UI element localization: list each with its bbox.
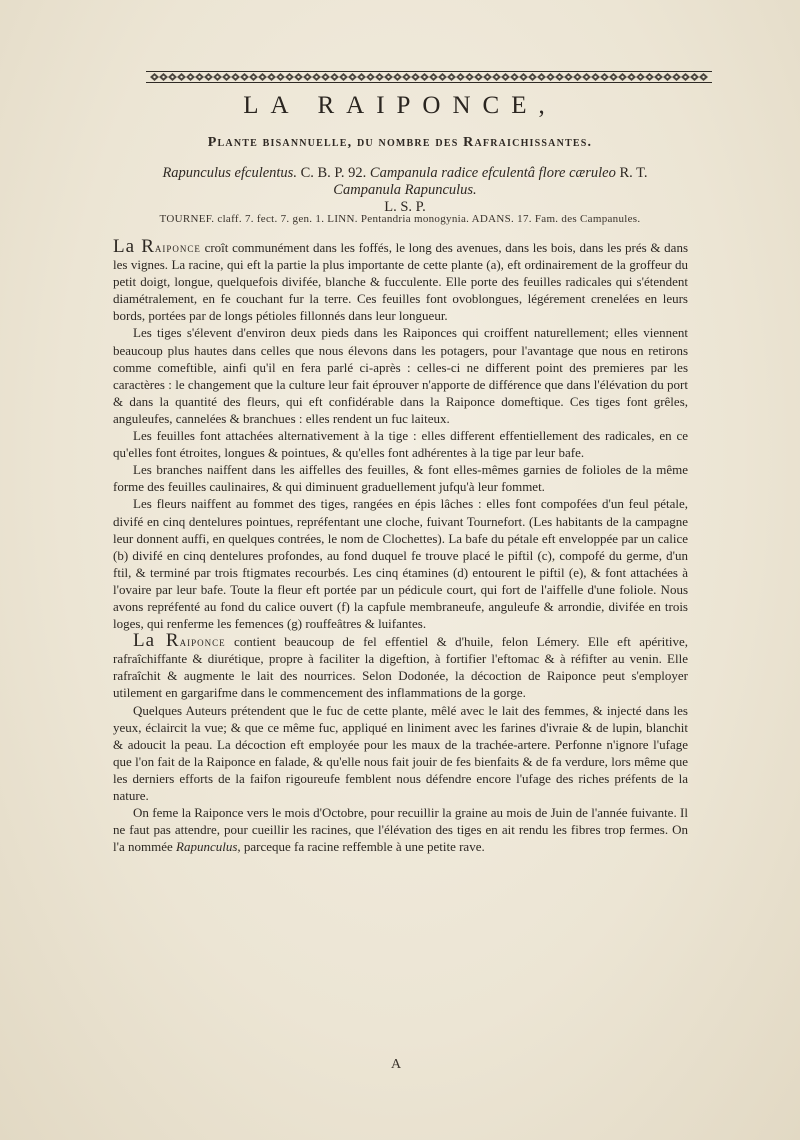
paragraph: Les fleurs naiffent au fommet des tiges, rangées en épis lâches : elles font compofées d'un feul pétale, divifé en cinq dentelures pointues, repréfentant une cloche, fuivant Tournefort. (Les habitants de la campagne leur donnent auffi, en quelques contrées, le nom de Clochettes). La bafe du pétale eft enveloppée par un calice (b) divifé en cinq dentelures profondes, au fond duquel fe trouve placé le piftil (c), compofé du germe, d'un ftil, & terminé par trois ftigmates recourbés. Les cinq étamines (d) entourent le piftil (e), & font attachées à l'ovaire par leur bafe. Toute la fleur eft portée par un pédicule court, qui fort de l'aiffelle d'une foliole. Nous avons repréfenté au fond du calice ouvert (f) la capfule membraneufe, anguleufe & arrondie, divifée en trois loges, qui renferme les femences (g) rouffeâtres & luifantes. bbox=[113, 496, 688, 632]
ornament-dot bbox=[441, 76, 443, 78]
ornament-dot bbox=[504, 76, 506, 78]
ornament-dot bbox=[513, 76, 515, 78]
small-caps-word: aiponce bbox=[179, 634, 226, 650]
ornament-dot bbox=[558, 76, 560, 78]
ornament-dot bbox=[405, 76, 407, 78]
ornament-dot bbox=[675, 76, 677, 78]
botanical-synonyms bbox=[135, 165, 675, 216]
paragraph bbox=[113, 804, 688, 855]
ornament-dot bbox=[477, 76, 479, 78]
ornament-dot bbox=[432, 76, 434, 78]
ornament-dot bbox=[378, 76, 380, 78]
ornament-dot bbox=[333, 76, 335, 78]
ornament-dot bbox=[630, 76, 632, 78]
paragraph bbox=[113, 632, 688, 701]
paragraph: Les branches naiffent dans les aiffelles des feuilles, & font elles-mêmes garnies de folioles de la même forme des feuilles caulinaires, & qui diminuent graduellement jufqu'à leur fommet. bbox=[113, 462, 688, 495]
ornament-dot bbox=[666, 76, 668, 78]
italic-word: Rapunculus bbox=[176, 839, 238, 855]
synonym-ref-2: R. T. bbox=[615, 165, 648, 181]
ornament-dot bbox=[198, 76, 200, 78]
ornament-dot bbox=[693, 76, 695, 78]
ornament-dot bbox=[549, 76, 551, 78]
ornament-dot bbox=[261, 76, 263, 78]
ornament-dot bbox=[288, 76, 290, 78]
ornament-dot bbox=[648, 76, 650, 78]
ornament-dot bbox=[315, 76, 317, 78]
ornament-dot bbox=[153, 76, 155, 78]
synonym-italic-2: Campanula radice efculentâ flore cæruleo bbox=[369, 165, 616, 181]
ornament-dot bbox=[396, 76, 398, 78]
ornament-dot bbox=[297, 76, 299, 78]
ornament-dot bbox=[342, 76, 344, 78]
ornament-dot bbox=[306, 76, 308, 78]
page-subtitle: Plante bisannuelle, du nombre des Rafraichissantes. bbox=[207, 135, 593, 150]
ornament-dot bbox=[423, 76, 425, 78]
ornament-dot bbox=[540, 76, 542, 78]
small-caps-word: aiponce bbox=[154, 240, 201, 255]
paragraph: Quelques Auteurs prétendent que le fuc de cette plante, mêlé avec le lait des femmes, & injecté dans les yeux, éclaircit la vue; & que ce même fuc, appliqué en liniment avec les farines d'ivraie & de lupin, blanchit & adoucit la peau. La décoction eft employée pour les maux de la trachée-artere. Perfonne n'ignore l'ufage que l'on fait de la Raiponce en falade, & qu'elle nous fait jouir de fes bienfaits & de fa verdure, lors même que les derniers efforts de la faifon rigoureufe femblent nous défendre encore l'ufage des riches préfents de la nature. bbox=[113, 702, 688, 803]
ornament-dot bbox=[684, 76, 686, 78]
synonym-ref-1: C. B. P. 92. bbox=[296, 165, 370, 181]
synonym-ref-3: L. S. P. bbox=[384, 199, 426, 215]
paragraph-text: croît communément dans les foffés, le long des avenues, dans les bois, dans les prés & dans les vignes. La racine, qui eft la partie la plus importante de cette plante (a), eft ordinairement de la groffeur du petit doigt, longue, quelquefois divifée, blanche & fucculente. Elle porte des feuilles radicales qui s'étendent diamétralement, en fe couchant fur la terre. Ces feuilles font ovoblongues, légérement crenelées en leurs bords, portées par de longs pétioles fillonnés dans leur longueur. bbox=[113, 240, 688, 324]
ornament-dot bbox=[576, 76, 578, 78]
synonym-italic-1: Rapunculus efculentus. bbox=[162, 165, 297, 181]
synonym-italic-3: Campanula Rapunculus. bbox=[333, 182, 477, 198]
decorative-border-ornament bbox=[146, 70, 712, 84]
drop-cap: La R bbox=[133, 630, 180, 652]
ornament-dot bbox=[207, 76, 209, 78]
ornament-dot bbox=[162, 76, 164, 78]
body-text bbox=[113, 238, 688, 855]
ornament-dot bbox=[603, 76, 605, 78]
ornament-dot bbox=[468, 76, 470, 78]
ornament-dot bbox=[351, 76, 353, 78]
signature-mark: A bbox=[391, 1057, 402, 1072]
ornament-dot bbox=[495, 76, 497, 78]
ornament-dot bbox=[387, 76, 389, 78]
ornament-dot bbox=[531, 76, 533, 78]
ornament-dot bbox=[279, 76, 281, 78]
ornament-dot bbox=[360, 76, 362, 78]
ornament-dot bbox=[567, 76, 569, 78]
page-title: LA RAIPONCE, bbox=[243, 92, 557, 119]
ornament-dot bbox=[702, 76, 704, 78]
ornament-dot bbox=[612, 76, 614, 78]
ornament-dot bbox=[594, 76, 596, 78]
ornament-dot bbox=[369, 76, 371, 78]
ornament-dot bbox=[180, 76, 182, 78]
ornament-dot bbox=[252, 76, 254, 78]
classification-line: TOURNEF. claff. 7. fect. 7. gen. 1. LINN. Pentandria monogynia. ADANS. 17. Fam. des Campanules. bbox=[159, 213, 641, 225]
ornament-dot bbox=[657, 76, 659, 78]
drop-cap: La R bbox=[113, 236, 155, 257]
ornament-dot bbox=[639, 76, 641, 78]
ornament-dot bbox=[324, 76, 326, 78]
ornament-dot bbox=[585, 76, 587, 78]
paragraph-text: On feme la Raiponce vers le mois d'Octobre, pour recuillir la graine au mois de Juin de l'année fuivante. Il ne faut pas attendre, pour cueillir les racines, que l'élévation des tiges en ait rendu les fibres trop fermes. On l'a nommée bbox=[113, 805, 688, 855]
ornament-dot bbox=[171, 76, 173, 78]
ornament-dot bbox=[621, 76, 623, 78]
ornament-dot bbox=[450, 76, 452, 78]
ornament-dot bbox=[189, 76, 191, 78]
paragraph: Les tiges s'élevent d'environ deux pieds dans les Raiponces qui croiffent naturellement; elles viennent beaucoup plus hautes dans celles que nous élevons dans les potagers, pour l'avantage que nous en retirons comme comeftible, ainfi qu'il en fera parlé ci-après : celles-ci ne different point des premieres par les caractères : le changement que la culture leur fait éprouver n'apporte de différence que dans l'élévation du port & dans la quantité des fleurs, qui eft confidérable dans la Raiponce domeftique. Ces tiges font grêles, anguleufes, cannelées & branchues : elles rendent un fuc laiteux. bbox=[113, 325, 688, 426]
paragraph bbox=[113, 238, 688, 324]
ornament-dot bbox=[243, 76, 245, 78]
ornament-dot bbox=[216, 76, 218, 78]
ornament-dot bbox=[414, 76, 416, 78]
ornament-dot bbox=[225, 76, 227, 78]
ornament-dot bbox=[234, 76, 236, 78]
paragraph: Les feuilles font attachées alternativement à la tige : elles different effentiellement des radicales, en ce qu'elles font étroites, longues & pointues, & qu'elles font adhérentes à la tige par leur bafe. bbox=[113, 428, 688, 461]
ornament-dot bbox=[270, 76, 272, 78]
paragraph-text: contient beaucoup de fel effentiel & d'huile, felon Lémery. Elle eft apéritive, rafraîchiffante & diurétique, propre à faciliter la digeftion, à fortifier l'eftomac & à réfifter au venin. Elle rafraîchit & augmente le lait des nourrices. Selon Dodonée, la décoction de Raiponce peut s'employer utilement en gargarifme dans le commencement des inflammations de la gorge. bbox=[113, 634, 688, 701]
paragraph-text: , parceque fa racine reffemble à une petite rave. bbox=[237, 839, 485, 855]
ornament-dot bbox=[459, 76, 461, 78]
ornament-dot bbox=[486, 76, 488, 78]
ornament-dot bbox=[522, 76, 524, 78]
